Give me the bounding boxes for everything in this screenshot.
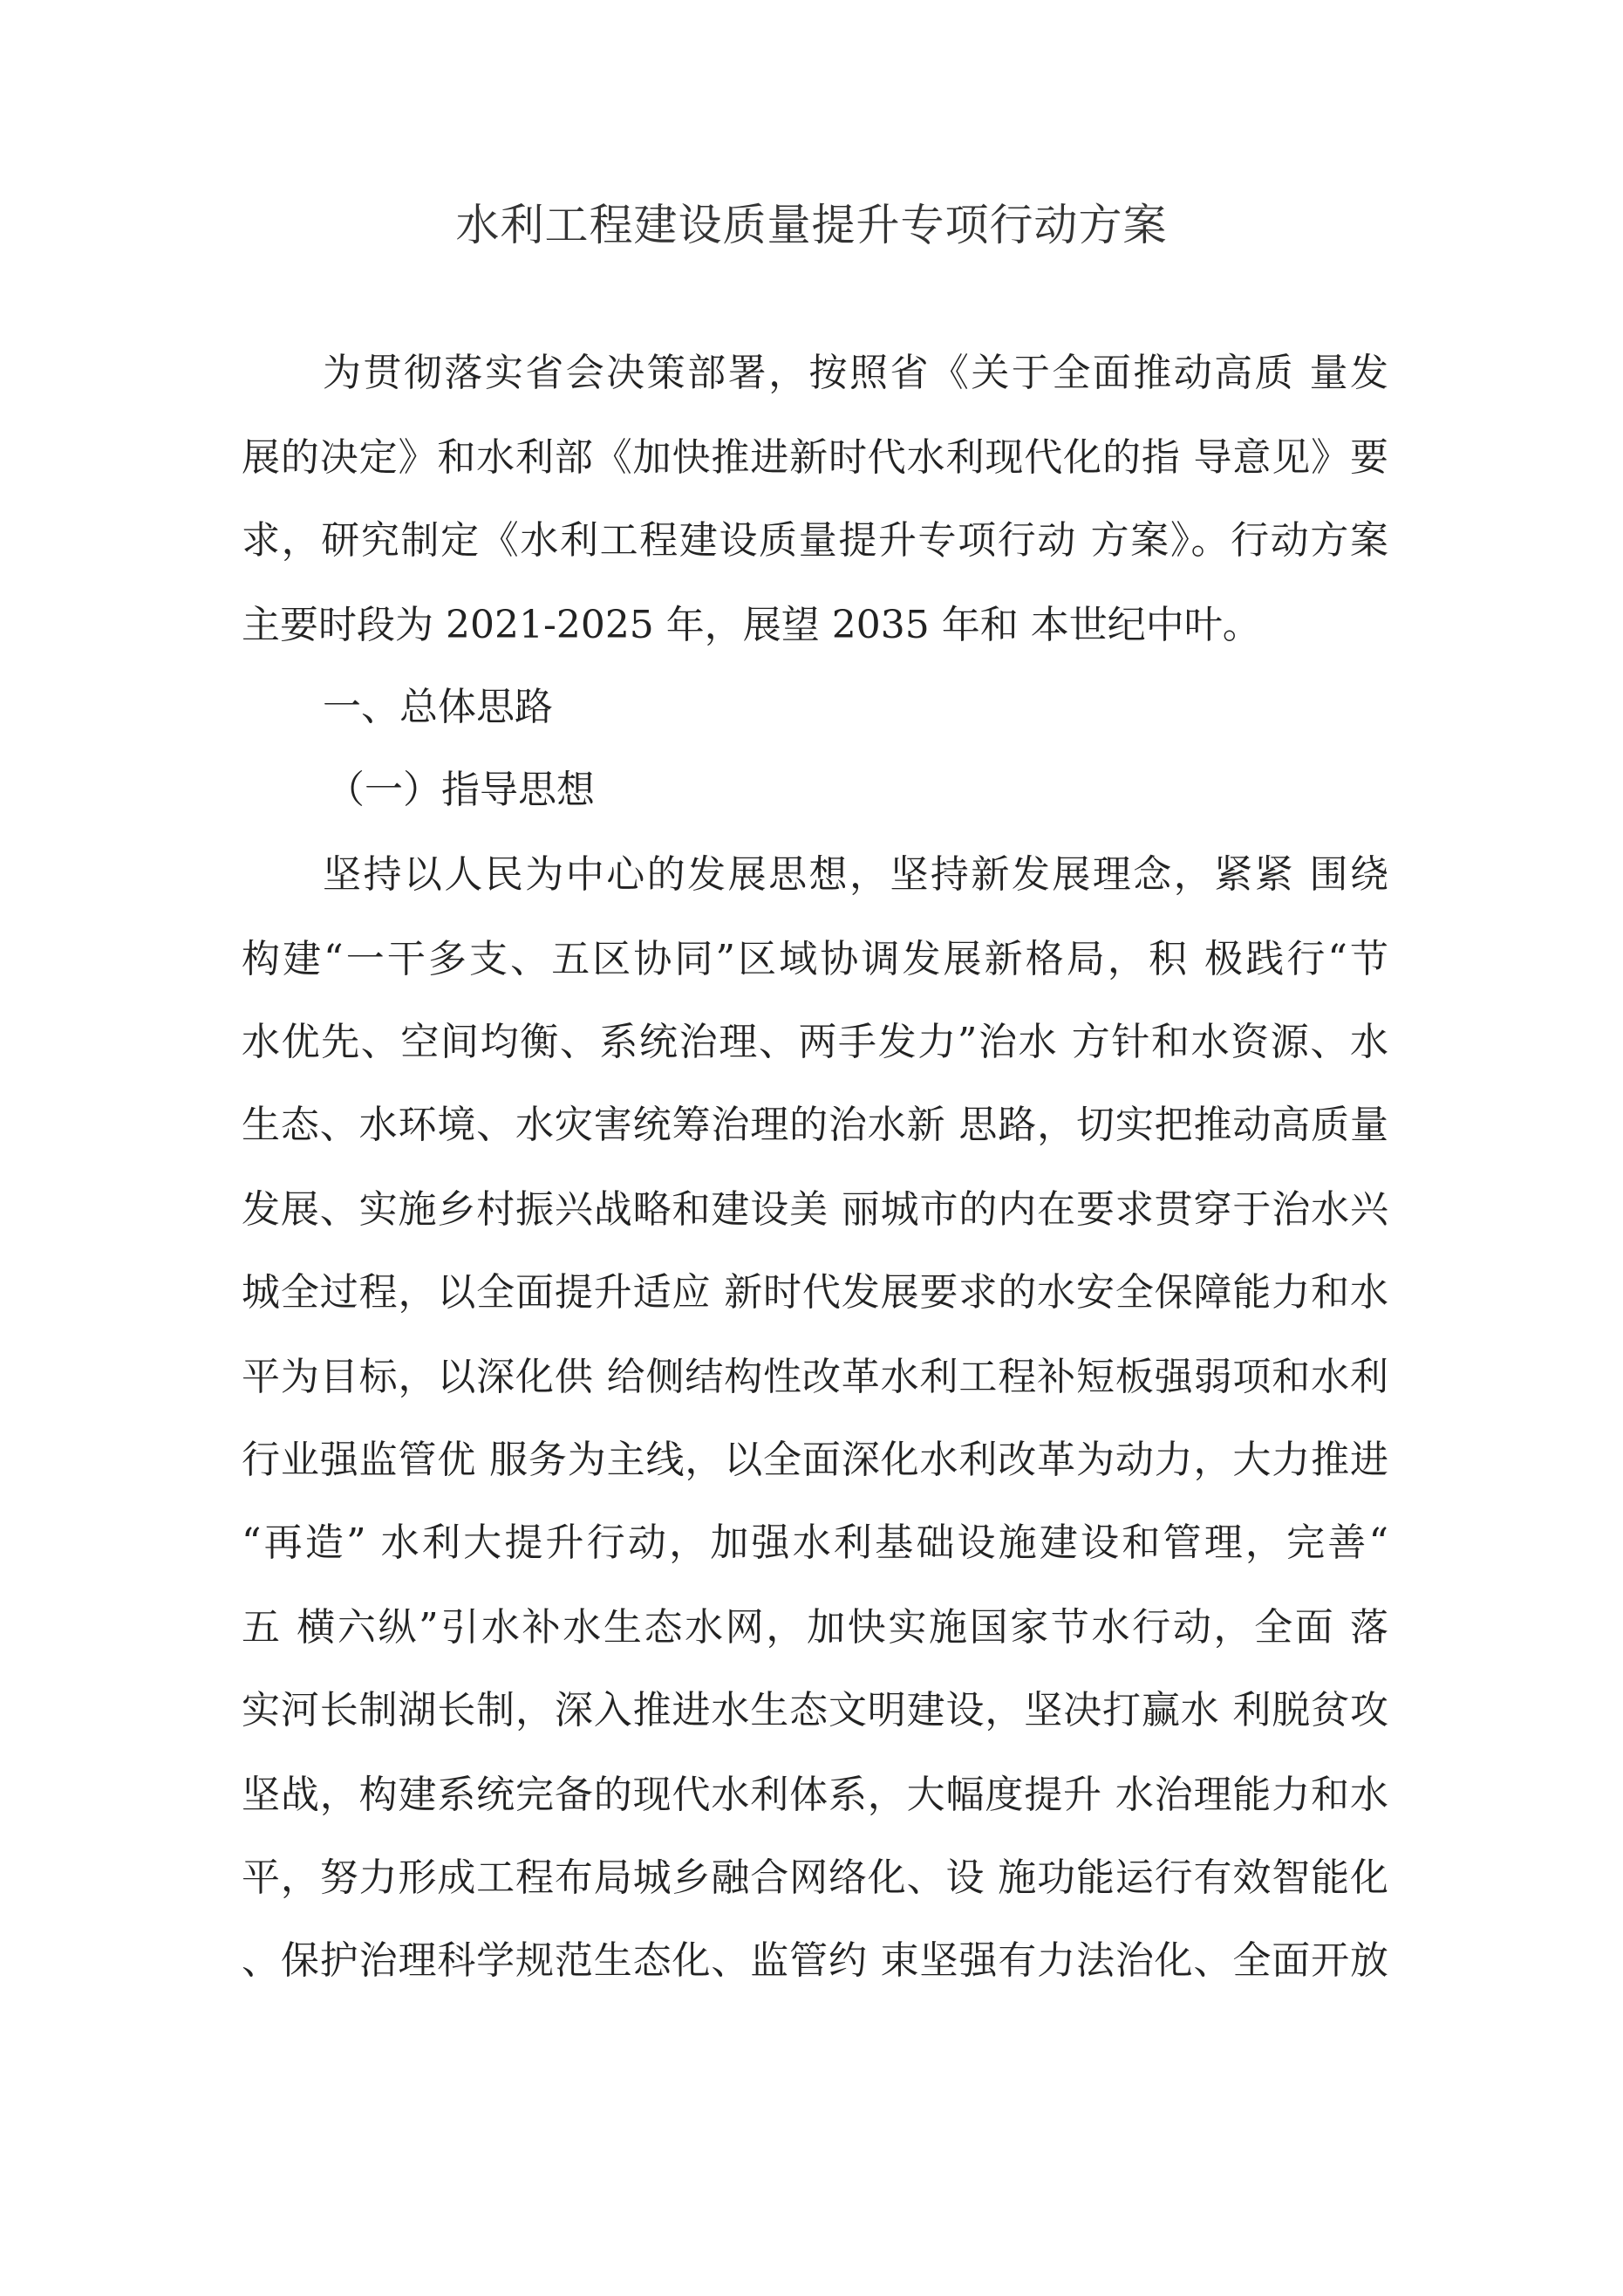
intro-line-2: 展的决定》和水利部《加快推进新时代水利现代化的指 导意见》要 [242,435,1388,480]
body-line-11: 实河长制湖长制，深入推进水生态文明建设，坚决打赢水 利脱贫攻 [242,1688,1388,1732]
subsection-heading: （一）指导思想 [326,768,595,812]
intro-line-4: 主要时段为 2021-2025 年，展望 2035 年和 本世纪中叶。 [242,603,1261,647]
body-line-14: 、保护治理科学规范生态化、监管约 束坚强有力法治化、全面开放 [242,1938,1388,1983]
body-line-10: 五 横六纵”引水补水生态水网，加快实施国家节水行动，全面 落 [242,1605,1388,1650]
document-title: 水利工程建设质量提升专项行动方案 [455,200,1168,250]
body-line-8: 行业强监管优 服务为主线，以全面深化水利改革为动力，大力推进 [242,1438,1388,1482]
section-heading: 一、总体思路 [323,685,553,729]
body-line-4: 生态、水环境、水灾害统筹治理的治水新 思路，切实把推动高质量 [242,1103,1388,1147]
body-line-9: “再造” 水利大提升行动，加强水利基础设施建设和管理，完善“ [242,1520,1388,1565]
body-line-2: 构建“一干多支、五区协同”区域协调发展新格局，积 极践行“节 [242,937,1388,981]
intro-line-3: 求，研究制定《水利工程建设质量提升专项行动 方案》。行动方案 [242,518,1388,563]
body-line-3: 水优先、空间均衡、系统治理、两手发力”治水 方针和水资源、水 [242,1020,1388,1064]
body-line-7: 平为目标，以深化供 给侧结构性改革水利工程补短板强弱项和水利 [242,1355,1388,1399]
body-line-12: 坚战，构建系统完备的现代水利体系，大幅度提升 水治理能力和水 [242,1773,1388,1817]
body-line-1: 坚持以人民为中心的发展思想，坚持新发展理念，紧紧 围绕 [323,852,1388,897]
body-line-5: 发展、实施乡村振兴战略和建设美 丽城市的内在要求贯穿于治水兴 [242,1187,1388,1232]
intro-line-1: 为贯彻落实省会决策部署，按照省《关于全面推动高质 量发 [323,351,1388,395]
body-line-13: 平，努力形成工程布局城乡融合网络化、设 施功能运行有效智能化 [242,1855,1388,1900]
body-line-6: 城全过程，以全面提升适应 新时代发展要求的水安全保障能力和水 [242,1270,1388,1315]
